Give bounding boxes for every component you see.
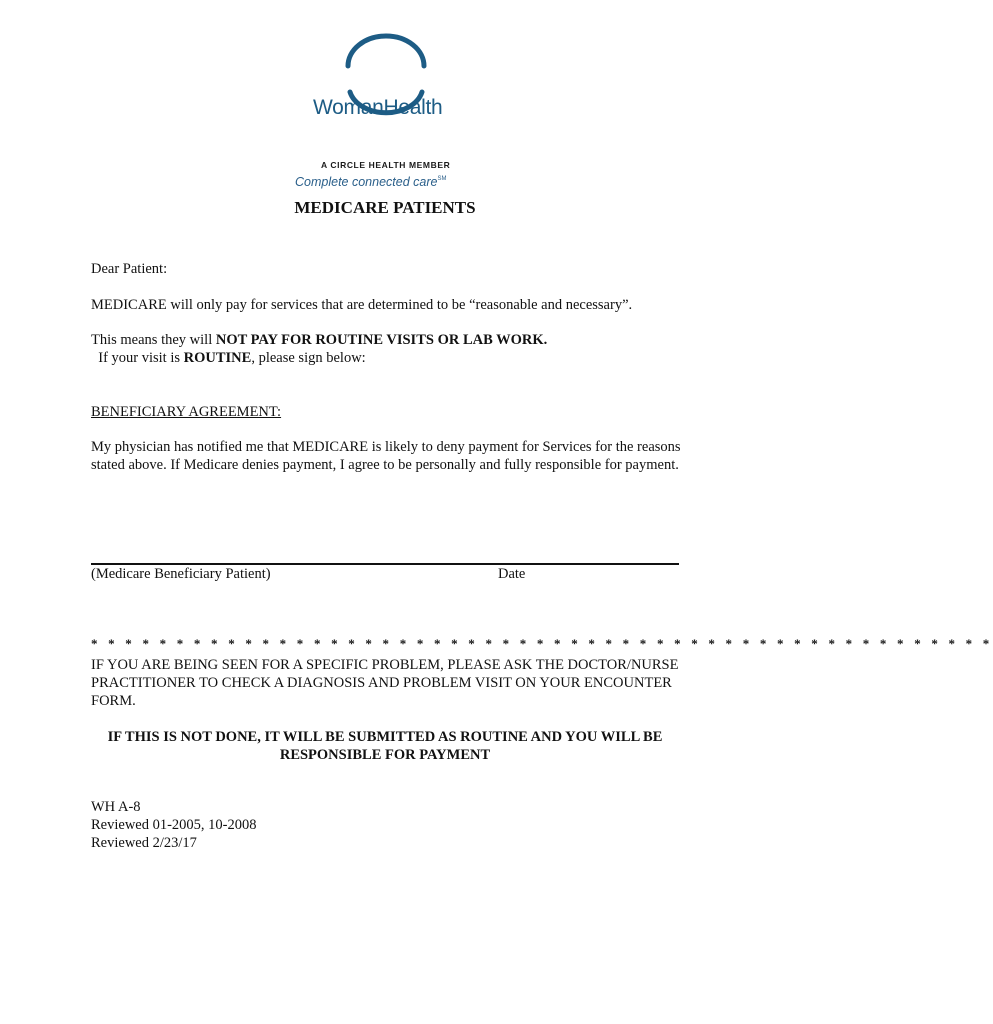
page-title: MEDICARE PATIENTS xyxy=(294,198,476,217)
logo-member-line: A CIRCLE HEALTH MEMBER xyxy=(321,160,451,170)
routine-warning xyxy=(91,728,679,764)
womanhealth-logo xyxy=(290,30,480,189)
logo-brand-name: WomanHealth xyxy=(313,96,443,119)
date-label: Date xyxy=(498,566,526,582)
logo-tagline: Complete connected care℠ xyxy=(295,175,447,189)
reviewed-dates-2: Reviewed 2/23/17 xyxy=(91,835,197,851)
signature-line xyxy=(91,563,679,565)
salutation: Dear Patient: xyxy=(91,261,168,277)
patient-signature-label: (Medicare Beneficiary Patient) xyxy=(91,566,271,582)
warning-line-2: RESPONSIBLE FOR PAYMENT xyxy=(279,747,491,763)
agreement-text: My physician has notified me that MEDICARE is likely to deny payment for Services for the reasons stated above. If Medicare denies payment, I agree to be personally and fully responsible for payment. xyxy=(91,439,681,473)
warning-line-1: IF THIS IS NOT DONE, IT WILL BE SUBMITTED AS ROUTINE AND YOU WILL BE xyxy=(107,729,663,745)
service-mark: SM xyxy=(437,176,447,182)
routine-visit-paragraph: This means they will NOT PAY FOR ROUTINE VISITS OR LAB WORK. If your visit is ROUTINE, please sign below: xyxy=(91,332,548,366)
form-id: WH A-8 xyxy=(91,799,141,815)
specific-problem-note: IF YOU ARE BEING SEEN FOR A SPECIFIC PROBLEM, PLEASE ASK THE DOCTOR/NURSE PRACTITIONER TO CHECK A DIAGNOSIS AND PROBLEM VISIT ON YOUR ENCOUNTER FORM. xyxy=(91,657,679,709)
asterisk-separator: * * * * * * * * * * * * * * * * * * * * * * * * * * * * * * * * * * * * * * * * * * * * * * * * * * * * * xyxy=(91,636,993,651)
form-footer xyxy=(91,798,257,852)
agreement-heading: BENEFICIARY AGREEMENT: xyxy=(91,404,282,420)
medicare-coverage-paragraph: MEDICARE will only pay for services that are determined to be “reasonable and necessary”. xyxy=(91,297,633,313)
reviewed-dates-1: Reviewed 01-2005, 10-2008 xyxy=(91,817,257,833)
